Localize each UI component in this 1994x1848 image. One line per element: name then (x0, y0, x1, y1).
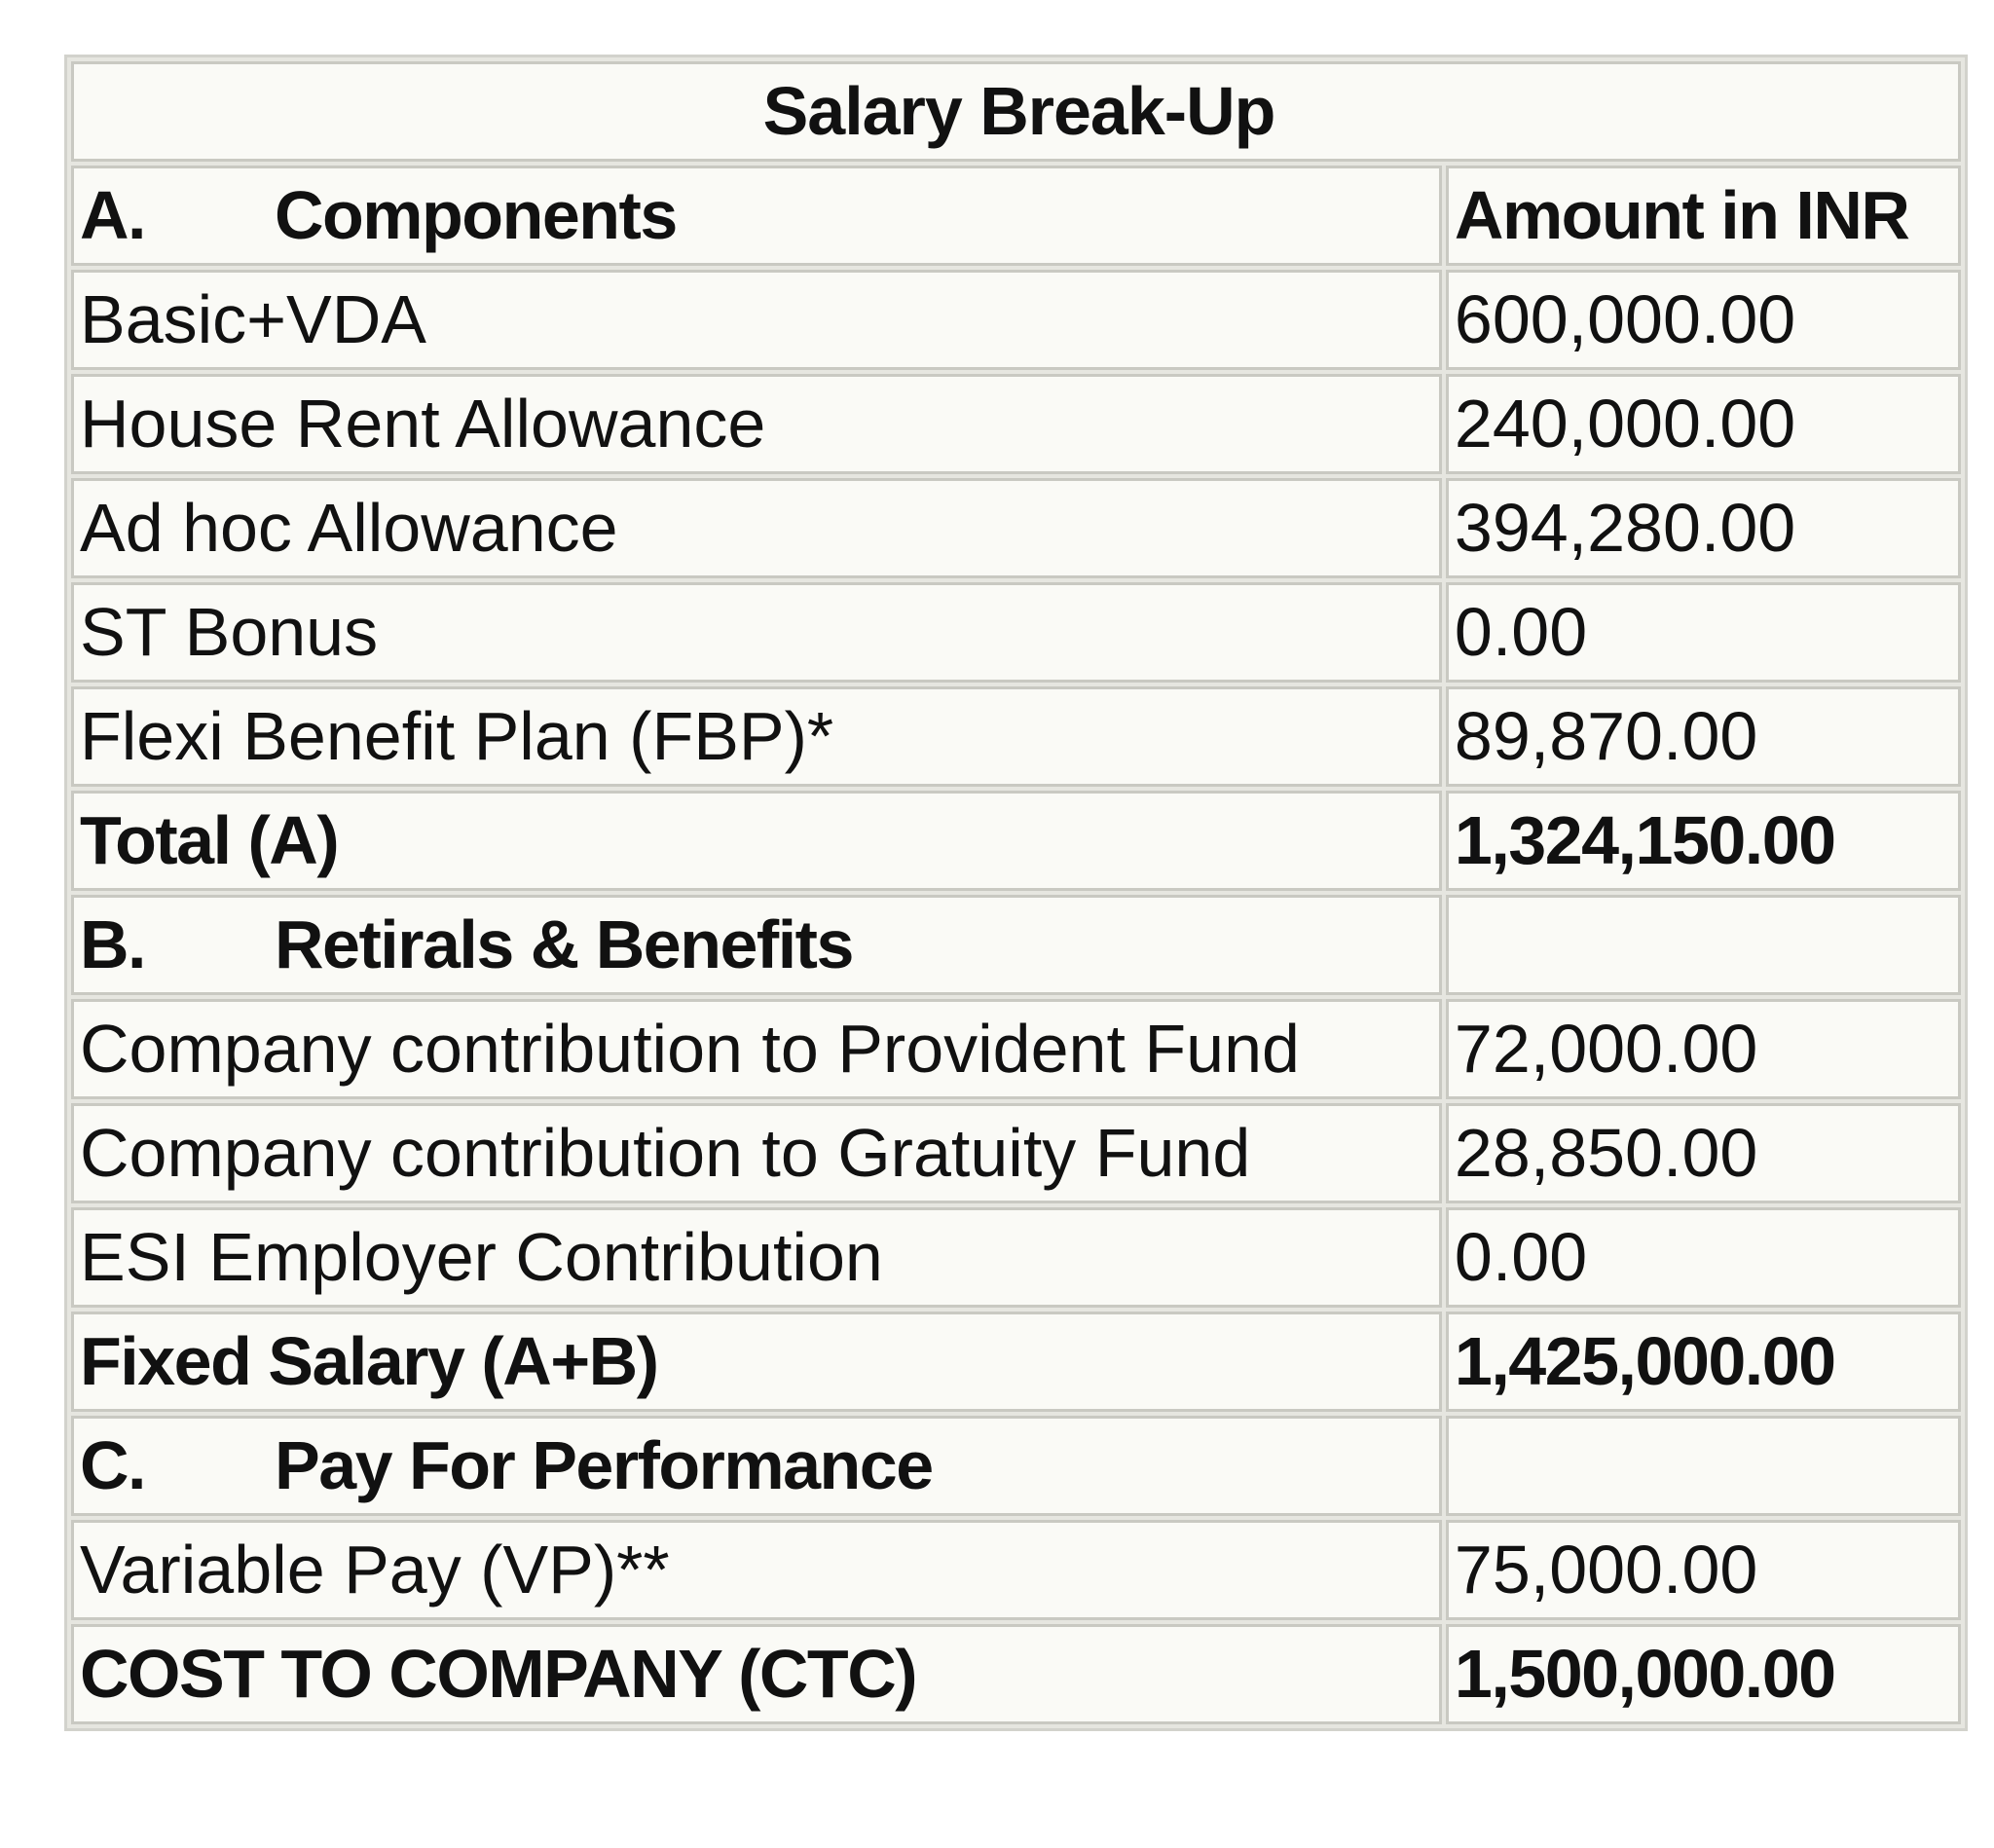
section-c-label: Pay For Performance (275, 1427, 933, 1503)
table-row (71, 374, 1961, 474)
table-row (71, 478, 1961, 578)
table-row (71, 270, 1961, 370)
total-a-amount: 1,324,150.00 (1446, 791, 1961, 891)
row-amount: 0.00 (1446, 1207, 1961, 1308)
row-label: Ad hoc Allowance (71, 478, 1442, 578)
ctc-row (71, 1624, 1961, 1724)
fixed-salary-label: Fixed Salary (A+B) (71, 1312, 1442, 1412)
row-label: House Rent Allowance (71, 374, 1442, 474)
section-b-header (71, 895, 1442, 995)
section-a-label: Components (275, 177, 677, 253)
row-amount: 75,000.00 (1446, 1520, 1961, 1620)
section-c-header-row (71, 1416, 1961, 1516)
section-c-header (71, 1416, 1442, 1516)
fixed-salary-row (71, 1312, 1961, 1412)
table-row (71, 582, 1961, 683)
section-a-header (71, 166, 1442, 266)
table-row (71, 1207, 1961, 1308)
section-b-letter: B. (80, 906, 145, 982)
empty-cell (1446, 1416, 1961, 1516)
row-amount: 600,000.00 (1446, 270, 1961, 370)
row-amount: 394,280.00 (1446, 478, 1961, 578)
salary-breakup-sheet (64, 55, 1968, 1731)
total-a-label: Total (A) (71, 791, 1442, 891)
section-a-letter: A. (80, 177, 145, 253)
row-label: Flexi Benefit Plan (FBP)* (71, 686, 1442, 787)
section-b-label: Retirals & Benefits (275, 906, 853, 982)
table-row (71, 999, 1961, 1099)
row-label: Basic+VDA (71, 270, 1442, 370)
fixed-salary-amount: 1,425,000.00 (1446, 1312, 1961, 1412)
row-amount: 72,000.00 (1446, 999, 1961, 1099)
table-row (71, 686, 1961, 787)
row-amount: 240,000.00 (1446, 374, 1961, 474)
salary-breakup-table (64, 55, 1968, 1731)
section-c-letter: C. (80, 1427, 145, 1503)
row-label: Company contribution to Provident Fund (71, 999, 1442, 1099)
ctc-label: COST TO COMPANY (CTC) (71, 1624, 1442, 1724)
row-amount: 28,850.00 (1446, 1103, 1961, 1203)
table-row (71, 1103, 1961, 1203)
table-row (71, 1520, 1961, 1620)
row-label: Company contribution to Gratuity Fund (71, 1103, 1442, 1203)
section-b-header-row (71, 895, 1961, 995)
total-a-row (71, 791, 1961, 891)
ctc-amount: 1,500,000.00 (1446, 1624, 1961, 1724)
row-label: Variable Pay (VP)** (71, 1520, 1442, 1620)
amount-column-header: Amount in INR (1446, 166, 1961, 266)
section-a-header-row (71, 166, 1961, 266)
row-label: ST Bonus (71, 582, 1442, 683)
table-title: Salary Break-Up (71, 61, 1961, 162)
row-label: ESI Employer Contribution (71, 1207, 1442, 1308)
row-amount: 0.00 (1446, 582, 1961, 683)
row-amount: 89,870.00 (1446, 686, 1961, 787)
empty-cell (1446, 895, 1961, 995)
title-row (71, 61, 1961, 162)
